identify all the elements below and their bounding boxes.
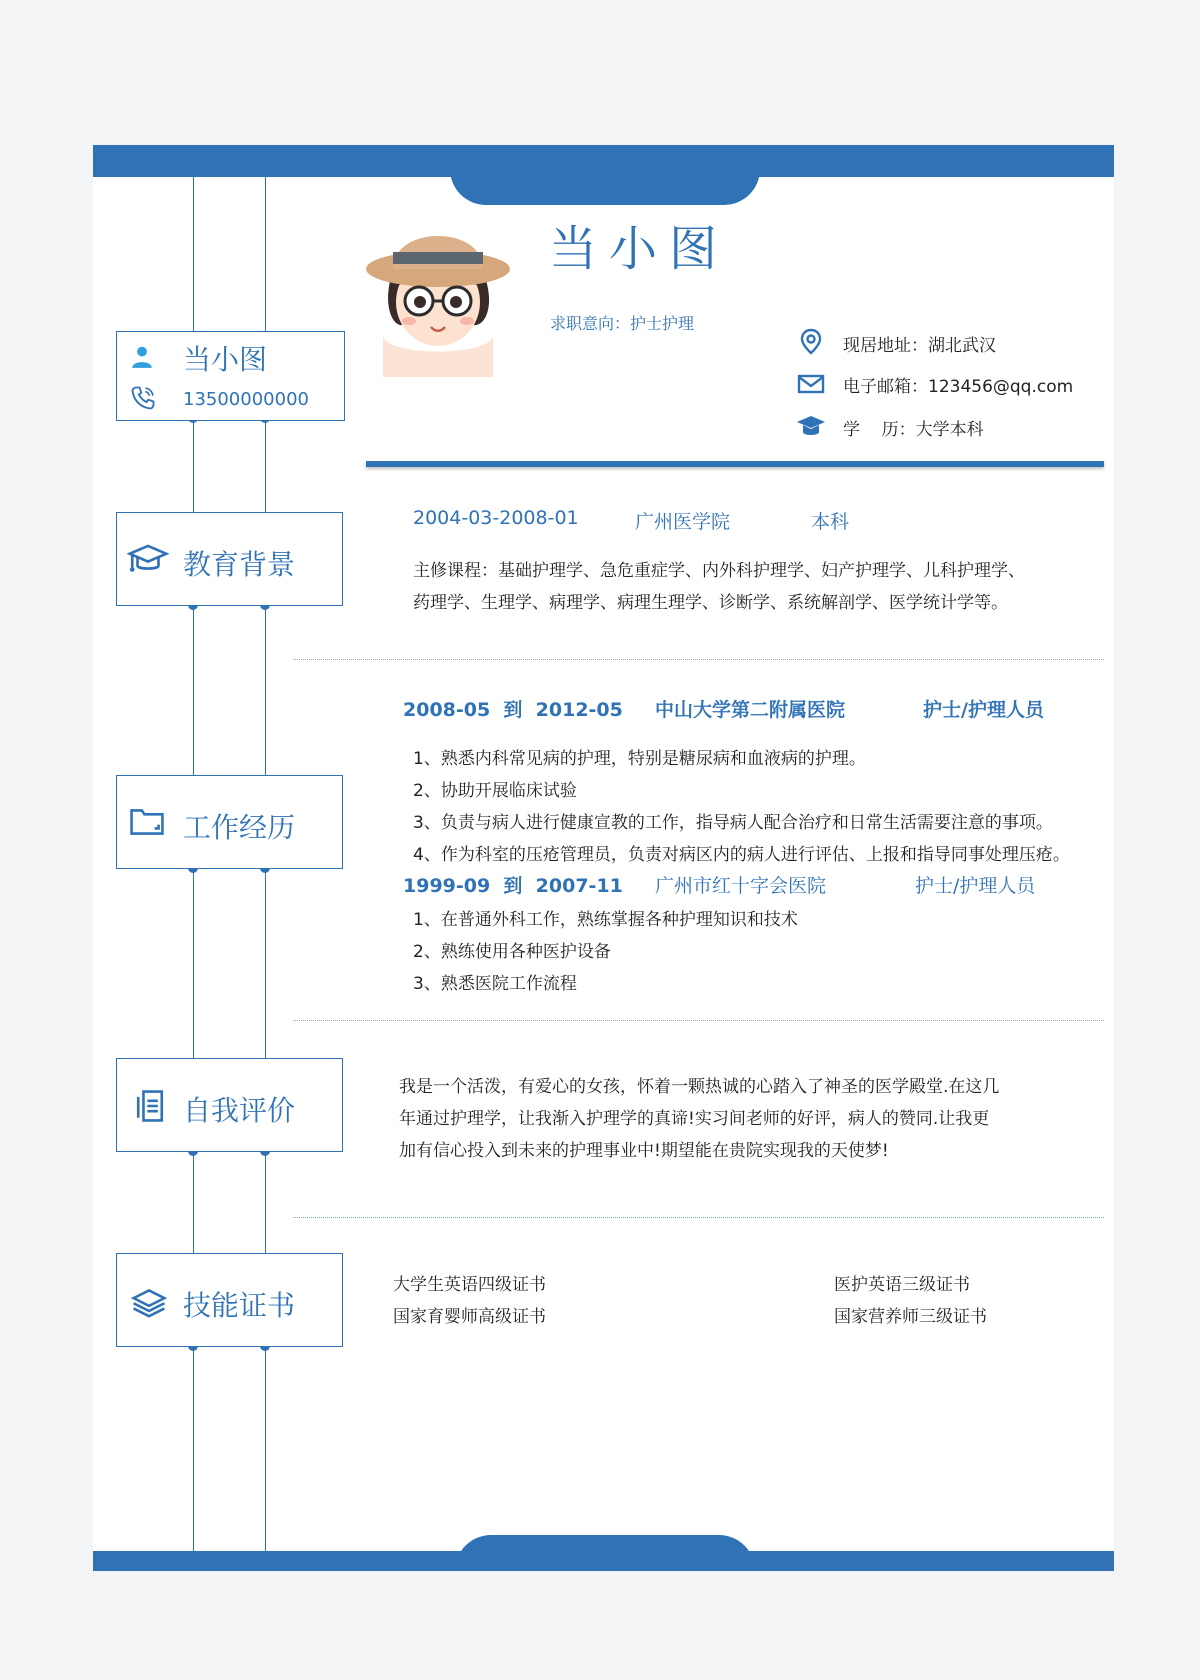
work-1-item: 4、作为科室的压疮管理员，负责对病区内的病人进行评估、上报和指导同事处理压疮。 [413, 845, 1070, 865]
section-title-self-eval: 自我评价 [183, 1094, 296, 1127]
page-title: 当小图 [549, 221, 730, 277]
job-intent-label: 求职意向： [550, 314, 631, 333]
contact-email [843, 372, 1073, 397]
address-value: 湖北武汉 [928, 336, 996, 356]
resume-page [93, 145, 1114, 1571]
address-label: 现居地址： [843, 336, 928, 356]
skill-item: 国家营养师三级证书 [834, 1307, 987, 1327]
edu-period: 2004-03-2008-01 [413, 507, 579, 529]
work-1-item: 2、协助开展临床试验 [413, 781, 577, 801]
section-label-skills [116, 1253, 343, 1347]
graduation-cap-icon [795, 413, 827, 439]
edu-courses-line2: 药理学、生理学、病理学、病理生理学、诊断学、系统解剖学、医学统计学等。 [413, 593, 1008, 613]
work-1-org: 中山大学第二附属医院 [655, 699, 846, 721]
self-eval-line2: 年通过护理学，让我渐入护理学的真谛!实习间老师的好评，病人的赞同.让我更 [399, 1109, 990, 1129]
envelope-icon [797, 374, 825, 394]
section-divider [293, 659, 1104, 660]
document-icon [135, 1089, 165, 1123]
work-1-role: 护士/护理人员 [923, 699, 1044, 721]
degree-value: 大学本科 [915, 420, 984, 440]
location-pin-icon [799, 328, 823, 356]
person-icon [129, 344, 155, 370]
work-2-period: 1999-09 到 2007-11 [403, 875, 623, 897]
graduation-cap-icon [127, 541, 169, 577]
profile-card [116, 331, 345, 421]
degree-label: 学 历： [843, 420, 916, 440]
skill-item: 大学生英语四级证书 [393, 1275, 546, 1295]
section-divider [293, 1217, 1104, 1218]
header-divider [366, 461, 1104, 467]
work-2-org: 广州市红十字会医院 [655, 875, 827, 897]
work-2-item: 2、熟练使用各种医护设备 [413, 942, 611, 962]
job-intent [550, 311, 694, 334]
work-2-item: 1、在普通外科工作，熟练掌握各种护理知识和技术 [413, 910, 798, 930]
job-intent-value: 护士护理 [630, 314, 695, 333]
email-label: 电子邮箱： [843, 377, 928, 397]
section-title-work: 工作经历 [183, 811, 296, 844]
phone-icon [129, 384, 157, 412]
bottom-banner [93, 1551, 1114, 1571]
skill-item: 医护英语三级证书 [834, 1275, 970, 1295]
edu-degree: 本科 [811, 511, 850, 533]
section-divider [293, 1020, 1104, 1021]
section-label-education [116, 512, 343, 606]
profile-card-name: 当小图 [183, 343, 268, 376]
skill-item: 国家育婴师高级证书 [393, 1307, 546, 1327]
layers-icon [131, 1286, 167, 1318]
profile-card-phone: 13500000000 [183, 389, 309, 410]
self-eval-line3: 加有信心投入到未来的护理事业中!期望能在贵院实现我的天使梦! [399, 1141, 889, 1161]
avatar [363, 207, 513, 377]
work-2-item: 3、熟悉医院工作流程 [413, 974, 577, 994]
work-1-item: 1、熟悉内科常见病的护理，特别是糖尿病和血液病的护理。 [413, 749, 866, 769]
section-label-work [116, 775, 343, 869]
self-eval-line1: 我是一个活泼，有爱心的女孩，怀着一颗热诚的心踏入了神圣的医学殿堂.在这几 [399, 1077, 1000, 1097]
work-1-period: 2008-05 到 2012-05 [403, 699, 623, 721]
contact-address [843, 331, 996, 356]
work-1-item: 3、负责与病人进行健康宣教的工作，指导病人配合治疗和日常生活需要注意的事项。 [413, 813, 1053, 833]
edu-school: 广州医学院 [635, 511, 731, 533]
email-value: 123456@qq.com [928, 377, 1074, 397]
section-label-self-eval [116, 1058, 343, 1152]
folder-icon [129, 806, 165, 838]
top-banner-tab [450, 165, 760, 205]
work-2-role: 护士/护理人员 [915, 875, 1036, 897]
edu-courses-line1: 主修课程：基础护理学、急危重症学、内外科护理学、妇产护理学、儿科护理学、 [413, 561, 1025, 581]
section-title-education: 教育背景 [183, 548, 296, 581]
section-title-skills: 技能证书 [183, 1289, 296, 1322]
contact-degree [843, 415, 984, 440]
